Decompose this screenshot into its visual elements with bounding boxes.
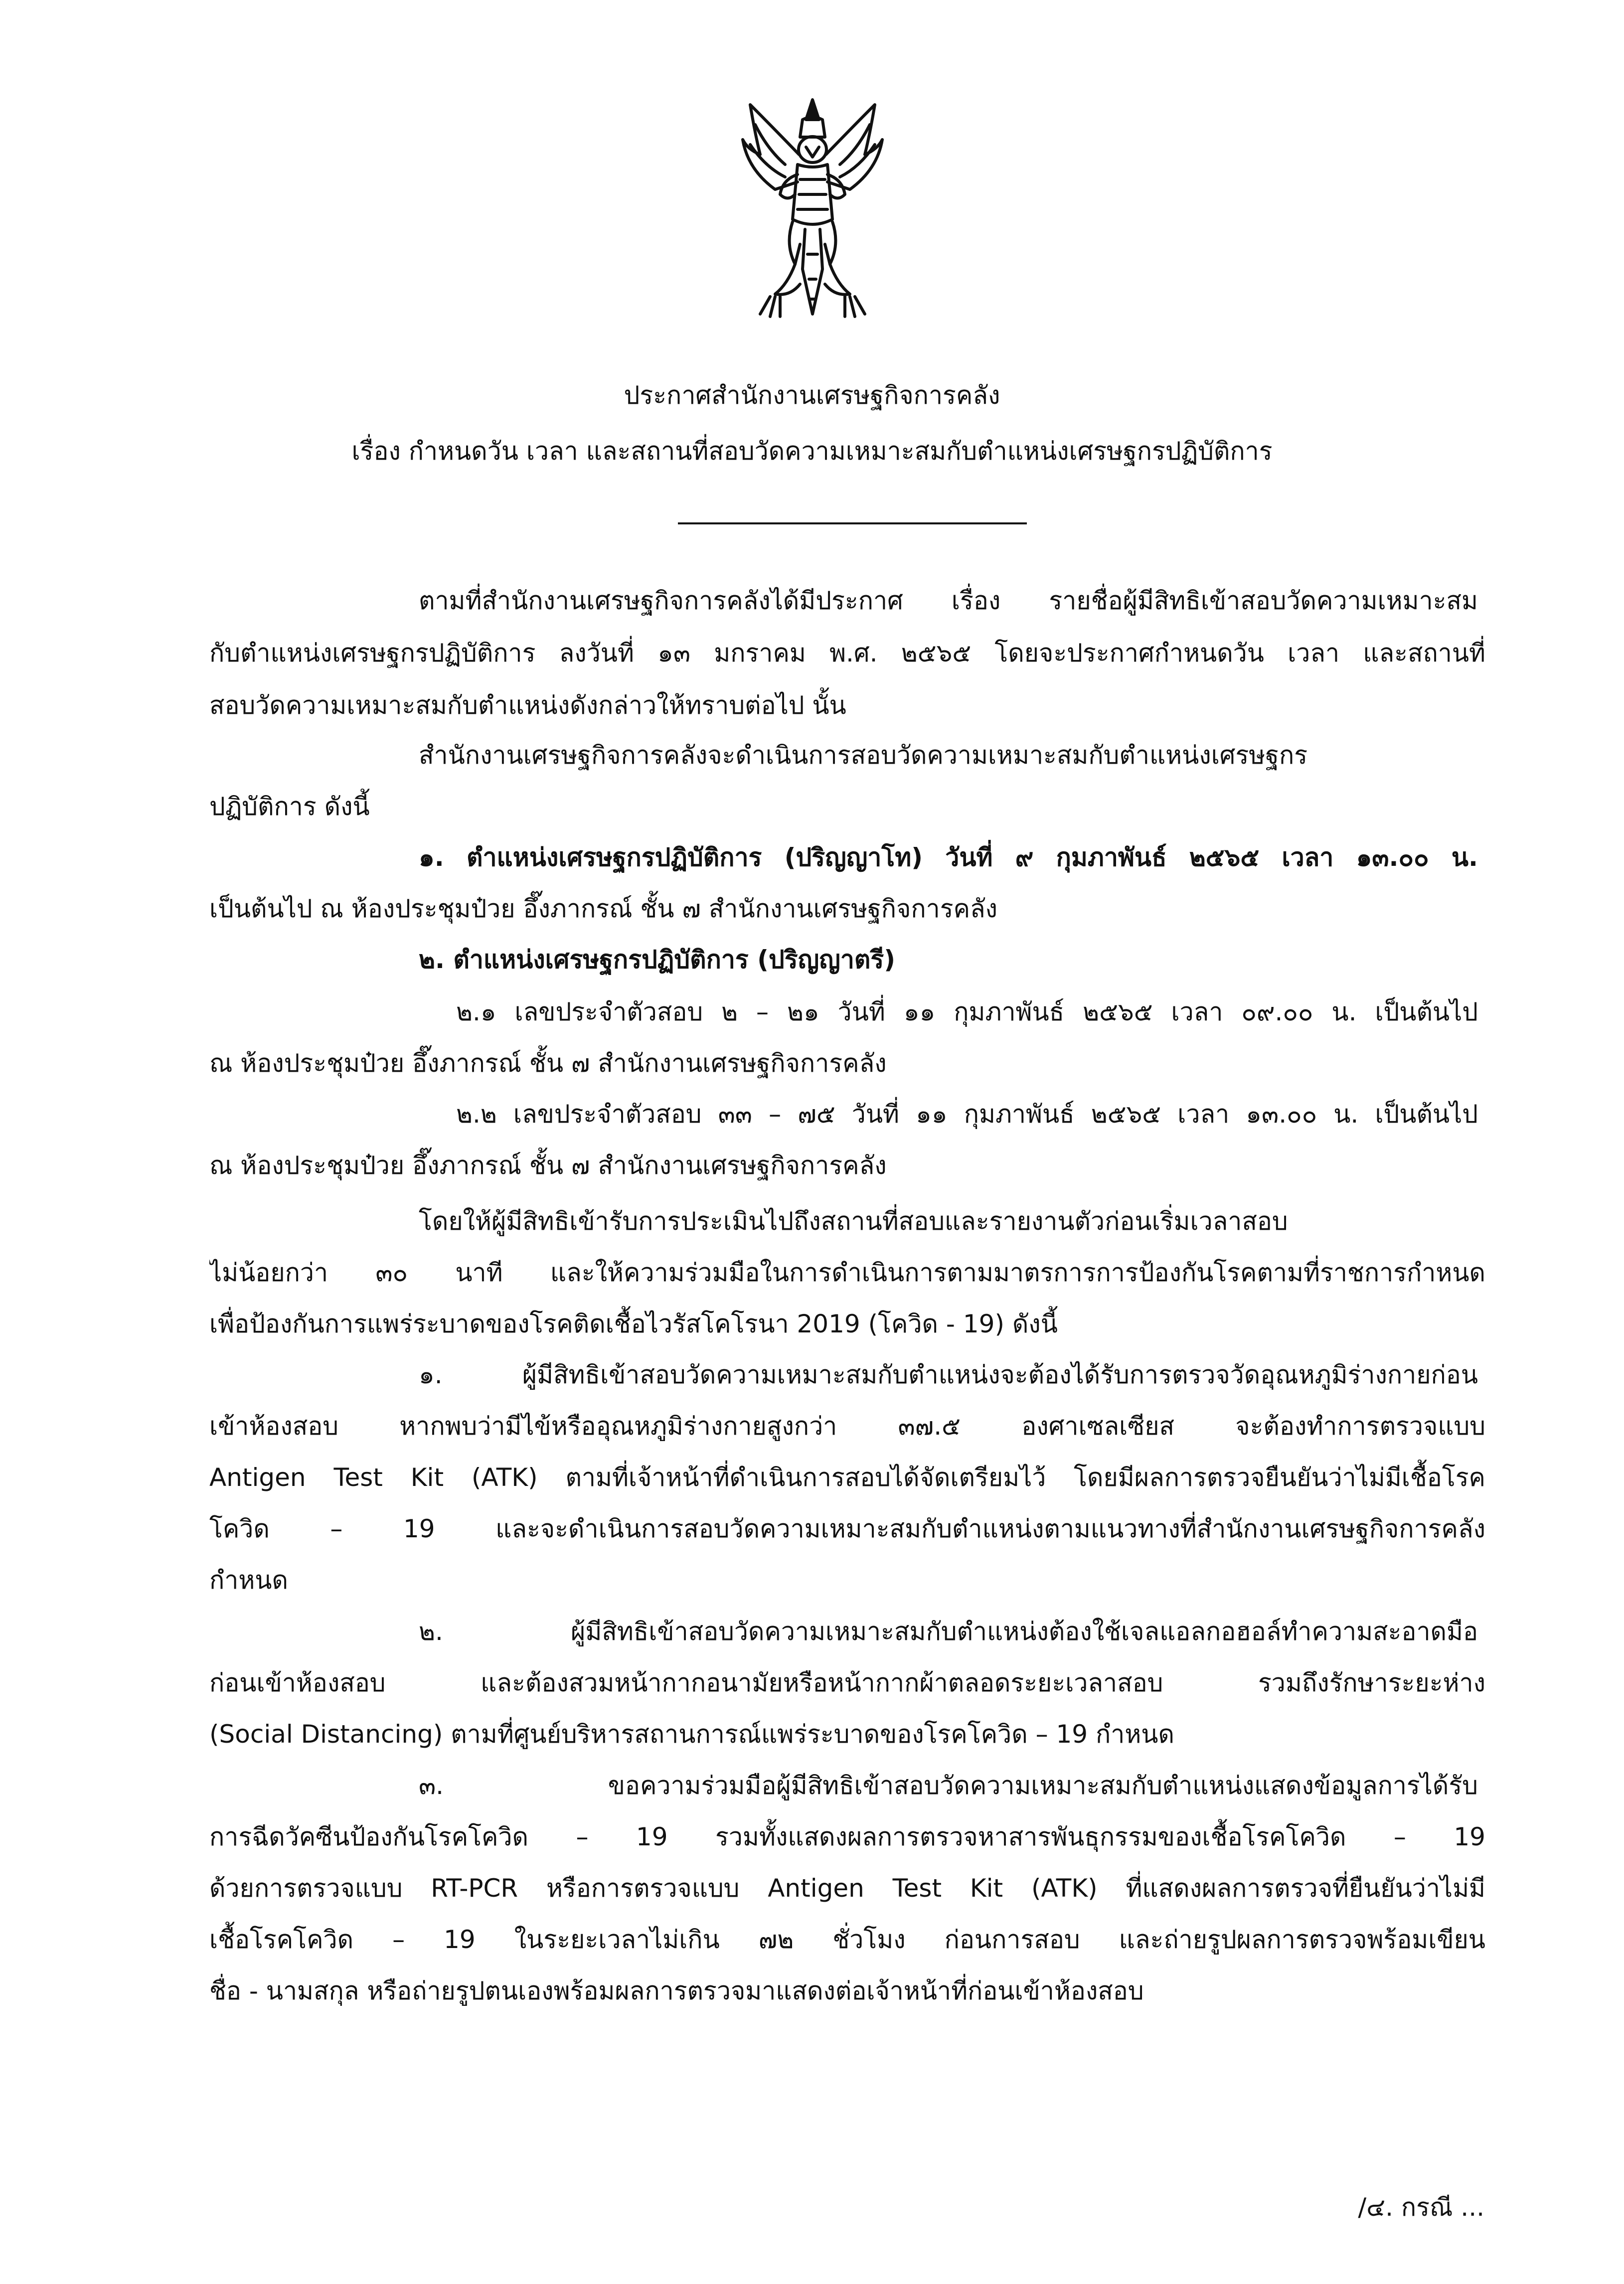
paragraph-line: การฉีดวัคซีนป้องกันโรคโควิด – 19 รวมทั้งแสดงผลการตรวจหาสารพันธุกรรมของเชื้อโรคโควิด – 19 — [209, 1822, 1485, 1851]
paragraph-line: โดยให้ผู้มีสิทธิเข้ารับการประเมินไปถึงสถานที่สอบและรายงานตัวก่อนเริ่มเวลาสอบ — [419, 1207, 1288, 1236]
paragraph-line: กำหนด — [209, 1566, 288, 1595]
paragraph-line: ตามที่สำนักงานเศรษฐกิจการคลังได้มีประกาศ เรื่อง รายชื่อผู้มีสิทธิเข้าสอบวัดความเหมาะสม — [419, 586, 1478, 615]
paragraph-line: เป็นต้นไป ณ ห้องประชุมป๋วย อึ๊งภากรณ์ ชั้น ๗ สำนักงานเศรษฐกิจการคลัง — [209, 894, 998, 923]
schedule-item-2: ๒. ตำแหน่งเศรษฐกรปฏิบัติการ (ปริญญาตรี) — [419, 945, 896, 974]
paragraph-line: เพื่อป้องกันการแพร่ระบาดของโรคติดเชื้อไวรัสโคโรนา 2019 (โควิด - 19) ดังนี้ — [209, 1309, 1058, 1338]
paragraph-line: สอบวัดความเหมาะสมกับตำแหน่งดังกล่าวให้ทราบต่อไป นั้น — [209, 691, 846, 720]
paragraph-line: ปฏิบัติการ ดังนี้ — [209, 792, 370, 821]
paragraph-line: ณ ห้องประชุมป๋วย อึ๊งภากรณ์ ชั้น ๗ สำนักงานเศรษฐกิจการคลัง — [209, 1151, 887, 1180]
paragraph-line: ณ ห้องประชุมป๋วย อึ๊งภากรณ์ ชั้น ๗ สำนักงานเศรษฐกิจการคลัง — [209, 1049, 887, 1078]
schedule-item-2-1: ๒.๑ เลขประจำตัวสอบ ๒ – ๒๑ วันที่ ๑๑ กุมภาพันธ์ ๒๕๖๕ เวลา ๐๙.๐๐ น. เป็นต้นไป — [456, 997, 1478, 1026]
paragraph-line: กับตำแหน่งเศรษฐกรปฏิบัติการ ลงวันที่ ๑๓ มกราคม พ.ศ. ๒๕๖๕ โดยจะประกาศกำหนดวัน เวลา และสถานที่ — [209, 639, 1485, 667]
paragraph-line: โควิด – 19 และจะดำเนินการสอบวัดความเหมาะสมกับตำแหน่งตามแนวทางที่สำนักงานเศรษฐกิจการคลัง — [209, 1514, 1485, 1543]
paragraph-line: ชื่อ - นามสกุล หรือถ่ายรูปตนเองพร้อมผลการตรวจมาแสดงต่อเจ้าหน้าที่ก่อนเข้าห้องสอบ — [209, 1976, 1144, 2005]
schedule-item-1: ๑. ตำแหน่งเศรษฐกรปฏิบัติการ (ปริญญาโท) วันที่ ๙ กุมภาพันธ์ ๒๕๖๕ เวลา ๑๓.๐๐ น. — [419, 843, 1478, 872]
measure-item-2: ๒. ผู้มีสิทธิเข้าสอบวัดความเหมาะสมกับตำแหน่งต้องใช้เจลแอลกอฮอล์ทำความสะอาดมือ — [419, 1617, 1478, 1646]
announcement-subject: เรื่อง กำหนดวัน เวลา และสถานที่สอบวัดความเหมาะสมกับตำแหน่งเศรษฐกรปฏิบัติการ — [351, 437, 1273, 466]
paragraph-line: (Social Distancing) ตามที่ศูนย์บริหารสถานการณ์แพร่ระบาดของโรคโควิด – 19 กำหนด — [209, 1720, 1174, 1749]
paragraph-line: เชื้อโรคโควิด – 19 ในระยะเวลาไม่เกิน ๗๒ ชั่วโมง ก่อนการสอบ และถ่ายรูปผลการตรวจพร้อมเขียน — [209, 1925, 1485, 1954]
page-continuation: /๔. กรณี ... — [1358, 2193, 1484, 2222]
paragraph-line: ก่อนเข้าห้องสอบ และต้องสวมหน้ากากอนามัยหรือหน้ากากผ้าตลอดระยะเวลาสอบ รวมถึงรักษาระยะห่าง — [209, 1668, 1485, 1697]
title-divider — [678, 522, 1027, 524]
paragraph-line: เข้าห้องสอบ หากพบว่ามีไข้หรืออุณหภูมิร่างกายสูงกว่า ๓๗.๕ องศาเซลเซียส จะต้องทำการตรวจแบบ — [209, 1412, 1485, 1441]
announcement-title: ประกาศสำนักงานเศรษฐกิจการคลัง — [624, 381, 1000, 410]
measure-item-3: ๓. ขอความร่วมมือผู้มีสิทธิเข้าสอบวัดความเหมาะสมกับตำแหน่งแสดงข้อมูลการได้รับ — [419, 1771, 1478, 1800]
paragraph-line: ด้วยการตรวจแบบ RT-PCR หรือการตรวจแบบ Antigen Test Kit (ATK) ที่แสดงผลการตรวจที่ยืนยันว่าไม่มี — [209, 1874, 1485, 1903]
paragraph-line: ไม่น้อยกว่า ๓๐ นาที และให้ความร่วมมือในการดำเนินการตามมาตรการการป้องกันโรคตามที่ราชการกำหนด — [209, 1258, 1485, 1287]
measure-item-1: ๑. ผู้มีสิทธิเข้าสอบวัดความเหมาะสมกับตำแหน่งจะต้องได้รับการตรวจวัดอุณหภูมิร่างกายก่อน — [419, 1360, 1478, 1389]
paragraph-line: Antigen Test Kit (ATK) ตามที่เจ้าหน้าที่ดำเนินการสอบได้จัดเตรียมไว้ โดยมีผลการตรวจยืนยันว่าไม่มีเชื้อโรค — [209, 1463, 1485, 1492]
schedule-item-2-2: ๒.๒ เลขประจำตัวสอบ ๓๓ – ๗๕ วันที่ ๑๑ กุมภาพันธ์ ๒๕๖๕ เวลา ๑๓.๐๐ น. เป็นต้นไป — [456, 1100, 1478, 1129]
garuda-emblem-icon — [740, 95, 885, 329]
paragraph-line: สำนักงานเศรษฐกิจการคลังจะดำเนินการสอบวัดความเหมาะสมกับตำแหน่งเศรษฐกร — [419, 741, 1308, 770]
